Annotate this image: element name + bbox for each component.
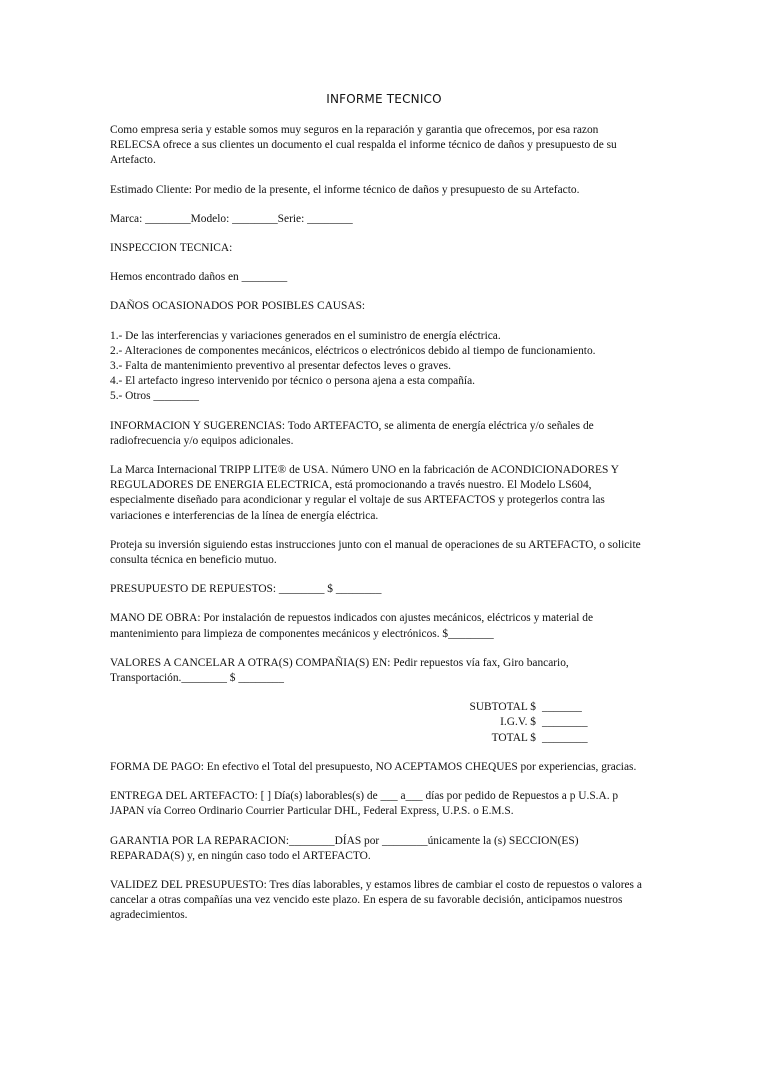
paragraph-line: REGULADORES DE ENERGIA ELECTRICA, está promocionando a través nuestro. El Modelo LS604, (110, 479, 592, 492)
paragraph (110, 760, 660, 775)
paragraph (110, 212, 660, 227)
paragraph-line: La Marca Internacional TRIPP LITE® de USA. Número UNO en la fabricación de ACONDICIONADORES Y (110, 464, 619, 477)
paragraph-line: mantenimiento para limpieza de componentes mecánicos y electrónicos. $________ (110, 627, 494, 640)
paragraph-line: GARANTIA POR LA REPARACION:________DÍAS por ________únicamente la (s) SECCION(ES) (110, 834, 579, 847)
totals-row (459, 700, 660, 715)
paragraph-line: ENTREGA DEL ARTEFACTO: [ ] Día(s) laborables(s) de ___ a___ días por pedido de Repuestos a p U.S.A. p (110, 790, 619, 803)
paragraphs-after-section (110, 760, 660, 924)
paragraph-line: agradecimientos. (110, 909, 188, 922)
paragraph-line: 1.- De las interferencias y variaciones generados en el suministro de energía eléctrica. (110, 329, 501, 342)
paragraph (110, 270, 660, 285)
totals-label: I.G.V. $ (500, 716, 536, 729)
paragraph-line: variaciones e interferencias de la línea de energía eléctrica. (110, 509, 379, 522)
paragraph (110, 582, 660, 597)
paragraph-line: RELECSA ofrece a sus clientes un documento el cual respalda el informe técnico de daños y presupuesto de su (110, 139, 617, 152)
paragraph-line: consulta técnica en beneficio mutuo. (110, 554, 277, 567)
totals-value: ________ (542, 716, 588, 729)
paragraph-line: VALORES A CANCELAR A OTRA(S) COMPAÑIA(S) EN: Pedir repuestos vía fax, Giro bancario, (110, 656, 569, 669)
paragraph (110, 299, 660, 314)
paragraph (110, 463, 660, 524)
paragraph-line: radiofrecuencia y/o equipos adicionales. (110, 434, 294, 447)
paragraph (110, 241, 660, 256)
paragraph-line: cancelar a otras compañías una vez vencido este plazo. En espera de su favorable decisión, anticipamos nuestros (110, 894, 623, 907)
paragraph-line: FORMA DE PAGO: En efectivo el Total del presupuesto, NO ACEPTAMOS CHEQUES por experiencias, gracias. (110, 760, 637, 773)
totals-row (459, 715, 660, 730)
paragraph (110, 419, 660, 449)
document-body (110, 123, 660, 938)
paragraph-line: especialmente diseñado para acondicionar y regular el voltaje de sus ARTEFACTOS y protegerlos contra las (110, 494, 605, 507)
paragraph-line: Transportación.________ $ ________ (110, 672, 284, 685)
paragraph-line: Como empresa seria y estable somos muy seguros en la reparación y garantia que ofrecemos, por esa razon (110, 124, 599, 136)
paragraph (110, 611, 660, 641)
paragraph-line: Hemos encontrado daños en ________ (110, 271, 288, 284)
totals-label: SUBTOTAL $ (469, 701, 536, 714)
paragraph (110, 183, 660, 198)
paragraph-line: 5.- Otros ________ (110, 390, 199, 403)
paragraph-line: 4.- El artefacto ingreso intervenido por técnico o persona ajena a esta compañía. (110, 375, 475, 388)
paragraph (110, 834, 660, 864)
totals-label: TOTAL $ (491, 731, 536, 744)
paragraphs-section (110, 123, 660, 686)
paragraph-line: Artefacto. (110, 154, 156, 167)
paragraph-line: Marca: ________Modelo: ________Serie: ________ (110, 212, 353, 225)
paragraph-line: DAÑOS OCASIONADOS POR POSIBLES CAUSAS: (110, 300, 366, 313)
paragraph (110, 123, 660, 169)
paragraph-line: VALIDEZ DEL PRESUPUESTO: Tres días laborables, y estamos libres de cambiar el costo de repuestos o valores a (110, 878, 642, 891)
paragraph-line: Estimado Cliente: Por medio de la presente, el informe técnico de daños y presupuesto de su Artefacto. (110, 183, 580, 196)
paragraph (110, 789, 660, 819)
paragraph-line: INSPECCION TECNICA: (110, 242, 233, 255)
paragraph-line: REPARADA(S) y, en ningún caso todo el ARTEFACTO. (110, 849, 371, 862)
paragraph-line: Proteja su inversión siguiendo estas instrucciones junto con el manual de operaciones de su ARTEFACTO, o solicite (110, 538, 641, 551)
paragraph-line: MANO DE OBRA: Por instalación de repuestos indicados con ajustes mecánicos, eléctricos y material de (110, 612, 594, 625)
totals-row (459, 731, 660, 746)
paragraph (110, 538, 660, 568)
totals-value: _______ (542, 701, 582, 714)
paragraph-line: PRESUPUESTO DE REPUESTOS: ________ $ ________ (110, 583, 382, 596)
totals-block (110, 700, 660, 746)
totals-value: ________ (542, 731, 588, 744)
document-title: INFORME TECNICO (326, 92, 442, 106)
paragraph-line: 3.- Falta de mantenimiento preventivo al presentar defectos leves o graves. (110, 360, 451, 373)
paragraph (110, 656, 660, 686)
paragraph-line: 2.- Alteraciones de componentes mecánicos, eléctricos o electrónicos debido al tiempo de funcionamiento. (110, 344, 596, 357)
paragraph (110, 329, 660, 405)
paragraph-line: INFORMACION Y SUGERENCIAS: Todo ARTEFACTO, se alimenta de energía eléctrica y/o señales de (110, 419, 594, 432)
paragraph (110, 878, 660, 924)
paragraph-line: JAPAN vía Correo Ordinario Courrier Particular DHL, Federal Express, U.P.S. o E.M.S. (110, 805, 514, 818)
